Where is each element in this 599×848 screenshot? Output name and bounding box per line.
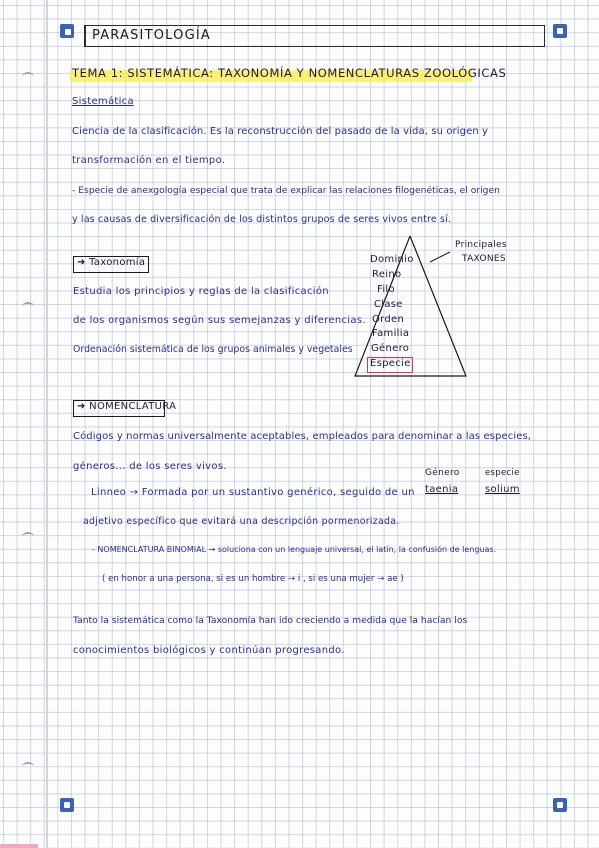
pyramid-level: Género xyxy=(371,343,410,354)
linneo-line-2: adjetivo específico que evitará una descripción pormenorizada. xyxy=(83,516,400,527)
pyramid-level: Dominio xyxy=(370,254,414,265)
example-genus-label: Género xyxy=(425,468,460,478)
pyramid-level: Clase xyxy=(374,299,403,310)
conclusion-line-2: conocimientos biológicos y continúan progresando. xyxy=(73,645,345,656)
taxonomia-line-3: Ordenación sistemática de los grupos animales y vegetales xyxy=(73,344,353,355)
pyramid-level: Reino xyxy=(372,269,402,280)
taxonomia-line-1: Estudia los principios y reglas de la clasificación xyxy=(73,286,329,297)
binomial-line-1: - NOMENCLATURA BINOMIAL → soluciona con un lenguaje universal, el latín, la confusión de lenguas. xyxy=(92,545,497,554)
taxonomia-heading: ➜ Taxonomía xyxy=(77,257,146,268)
binomial-line-2: ( en honor a una persona, si es un hombre → i , si es una mujer → ae ) xyxy=(102,574,404,584)
subject-title: PARASITOLOGÍA xyxy=(92,28,211,43)
taxonomia-line-2: de los organismos según sus semejanzas y diferencias. xyxy=(73,315,366,326)
example-species-label: especie xyxy=(485,468,520,478)
example-species: solium xyxy=(485,484,520,495)
pyramid-level: Familia xyxy=(372,328,410,339)
pyramid-note-2: TAXONES xyxy=(462,254,506,264)
sistematica-line-1: Ciencia de la clasificación. Es la reconstrucción del pasado de la vida, su origen y xyxy=(72,126,489,137)
nomenclatura-heading-text: NOMENCLATURA xyxy=(89,401,177,412)
pyramid-level: Especie xyxy=(370,358,411,369)
sistematica-heading: Sistemática xyxy=(72,96,134,107)
conclusion-line-1: Tanto la sistemática como la Taxonomía han ido creciendo a medida que la hacían los xyxy=(73,615,468,626)
tema-title: TEMA 1: SISTEMÁTICA: TAXONOMÍA Y NOMENCLATURAS ZOOLÓGICAS xyxy=(72,66,507,80)
linneo-line-1: Linneo → Formada por un sustantivo genérico, seguido de un xyxy=(91,487,415,498)
nomenclatura-line-1: Códigos y normas universalmente aceptables, empleados para denominar a las especies, xyxy=(73,431,532,442)
example-genus: taenia xyxy=(425,484,459,495)
pyramid-level: Orden xyxy=(372,314,405,325)
sistematica-line-3: - Especie de anexgología especial que trata de explicar las relaciones filogenéticas, el origen xyxy=(72,185,500,196)
nomenclatura-heading: ➜ NOMENCLATURA xyxy=(77,401,177,412)
pyramid-level: Filo xyxy=(377,284,395,295)
pyramid-note-1: Principales xyxy=(455,240,507,250)
taxonomia-heading-text: Taxonomía xyxy=(89,257,146,268)
sistematica-line-4: y las causas de diversificación de los distintos grupos de seres vivos entre sí. xyxy=(72,214,451,225)
sistematica-line-2: transformación en el tiempo. xyxy=(72,155,226,166)
nomenclatura-line-2: géneros... de los seres vivos. xyxy=(73,461,227,472)
